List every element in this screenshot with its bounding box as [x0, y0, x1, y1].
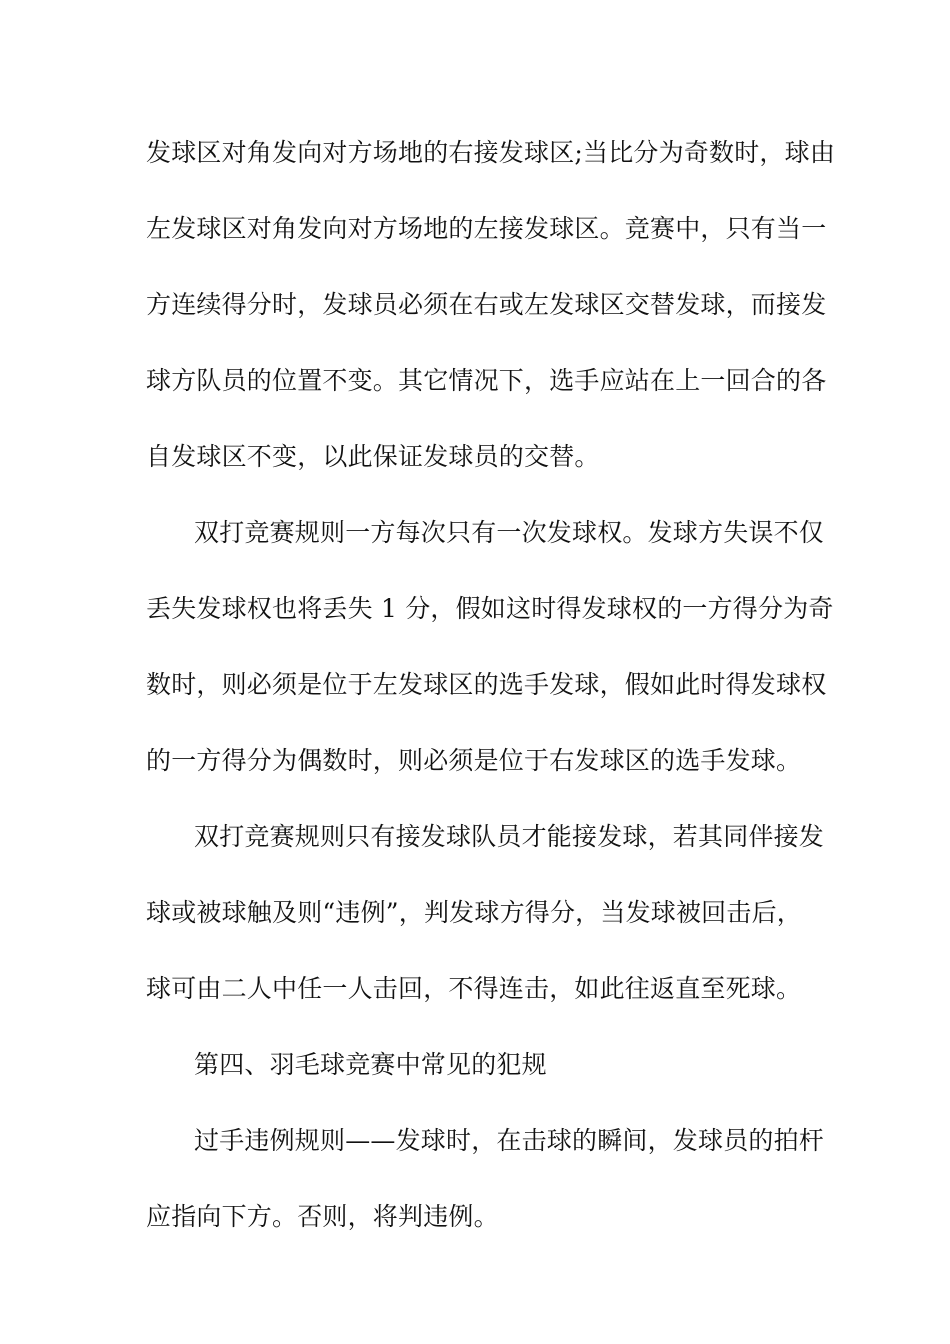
paragraph-line: 过手违例规则——发球时，在击球的瞬间，发球员的拍杆 [194, 1126, 825, 1155]
paragraph-line: 应指向下方。否则，将判违例。 [146, 1202, 499, 1231]
paragraph-line: 球方队员的位置不变。其它情况下，选手应站在上一回合的各 [146, 366, 827, 395]
paragraph-line: 左发球区对角发向对方场地的左接发球区。竞赛中，只有当一 [146, 214, 827, 243]
paragraph-line: 球可由二人中任一人击回，不得连击，如此往返直至死球。 [146, 974, 802, 1003]
paragraph-line: 方连续得分时，发球员必须在右或左发球区交替发球，而接发 [146, 290, 827, 319]
paragraph-line: 双打竞赛规则只有接发球队员才能接发球，若其同伴接发 [194, 822, 825, 851]
paragraph-line: 的一方得分为偶数时，则必须是位于右发球区的选手发球。 [146, 746, 802, 775]
paragraph-line: 丢失发球权也将丢失 1 分，假如这时得发球权的一方得分为奇 [146, 594, 834, 623]
paragraph-line: 发球区对角发向对方场地的右接发球区;当比分为奇数时，球由 [146, 138, 836, 167]
paragraph-line: 自发球区不变，以此保证发球员的交替。 [146, 442, 600, 471]
paragraph-line: 双打竞赛规则一方每次只有一次发球权。发球方失误不仅 [194, 518, 825, 547]
section-heading: 第四、羽毛球竞赛中常见的犯规 [194, 1050, 547, 1079]
paragraph-line: 数时，则必须是位于左发球区的选手发球，假如此时得发球权 [146, 670, 827, 699]
paragraph-line: 球或被球触及则“违例”，判发球方得分，当发球被回击后， [146, 898, 802, 927]
